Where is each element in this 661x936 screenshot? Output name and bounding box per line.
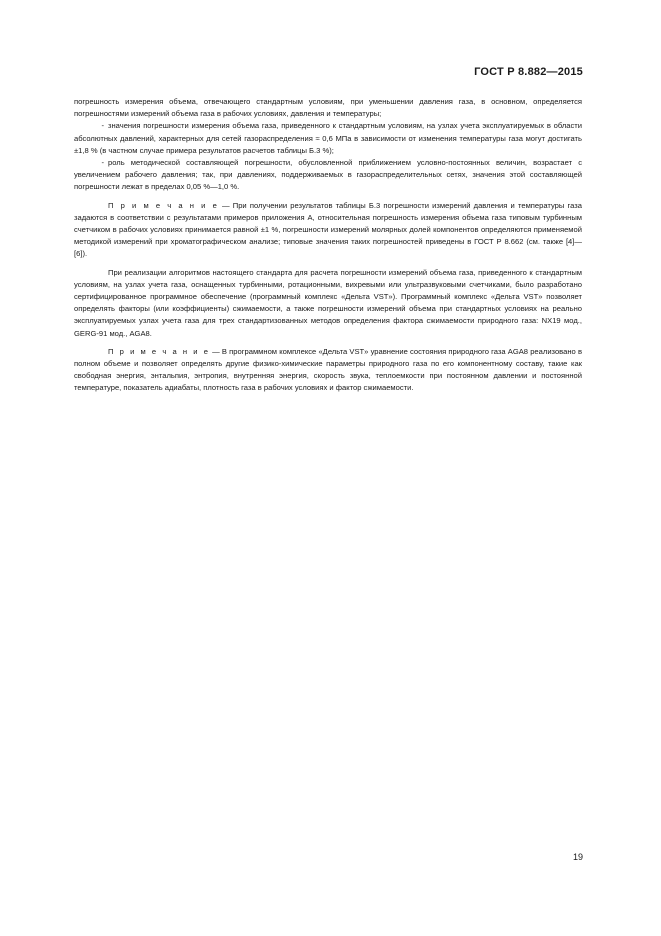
- note-paragraph-2: [74, 346, 582, 395]
- bullet-marker: -: [101, 121, 104, 131]
- note-text: — В программном комплексе «Дельта VST» уравнение состояния природного газа AGA8 реализовано в полном объеме и позволяет определять другие физико-химические параметры природного газа по его компонентному составу, такие как свободная энергия, энтальпия, энтропия, внутренняя энергия, скорость звука, теплоемкости при постоянном давлении и постоянной температуре, показатель адиабаты, плотность газа в рабочих условиях и фактор сжимаемости.: [74, 346, 582, 393]
- paragraph-intro: погрешность измерения объема, отвечающего стандартным условиям, при уменьшении давления газа, в основном, определяется погрешностями измерений объема газа в рабочих условиях, давления и температуры;: [74, 97, 582, 119]
- document-body: [74, 96, 582, 395]
- note-label: П р и м е ч а н и е: [108, 346, 210, 356]
- document-header: ГОСТ Р 8.882—2015: [474, 66, 583, 78]
- note-paragraph-1: [74, 200, 582, 261]
- page-number: 19: [572, 852, 583, 862]
- bullet-text: значения погрешности измерения объема газа, приведенного к стандартным условиям, на узлах учета эксплуатируемых в области абсолютных давлений, характерных для сетей газораспределения ≈ 0,6 МПа в зависимости от изменения температуры газа могут достигать ±1,8 % (в частном случае примера результатов расчетов таблицы Б.3 %);: [74, 121, 582, 155]
- paragraph-delta-vst: При реализации алгоритмов настоящего стандарта для расчета погрешности измерений объема газа, приведенного к стандартным условиям, на узлах учета газа, оснащенных турбинными, ротационными, вихревыми или ультразвуковыми счетчиками, было разработано сертифицированное программное обеспечение (программный комплекс «Дельта VST»). Программный комплекс «Дельта VST» позволяет определять факторы (или коэффициенты) сжимаемости, а также погрешности измерений объема при стандартных условиях на реально эксплуатируемых узлах учета газа для трех стандартизованных методов определения фактора сжимаемости природного газа: NX19 мод., GERG-91 мод., AGA8.: [74, 267, 582, 338]
- bullet-text: роль методической составляющей погрешности, обусловленной приближением условно-постоянных величин, возрастает с увеличением рабочего давления; так, при давлениях, поддерживаемых в газораспределительных сетях, значения этой составляющей погрешности лежат в пределах 0,05 %—1,0 %.: [74, 158, 582, 192]
- note-text: — При получении результатов таблицы Б.3 погрешности измерений давления и температуры газа задаются в соответствии с результатами примеров приложения А, относительная погрешность измерения объема газа типовым турбинным счетчиком в рабочих условиях принимается равной ±1 %, погрешности измерений молярных долей компонентов определяются применяемой методикой измерений при хроматографическом анализе; типовые значения таких погрешностей приведены в ГОСТ Р 8.662 (см. также [4]—[6]).: [74, 200, 582, 259]
- bullet-item-error-values: [74, 120, 582, 157]
- bullet-marker: -: [101, 158, 104, 168]
- note-label: П р и м е ч а н и е: [108, 200, 219, 210]
- bullet-item-method-component: [74, 157, 582, 194]
